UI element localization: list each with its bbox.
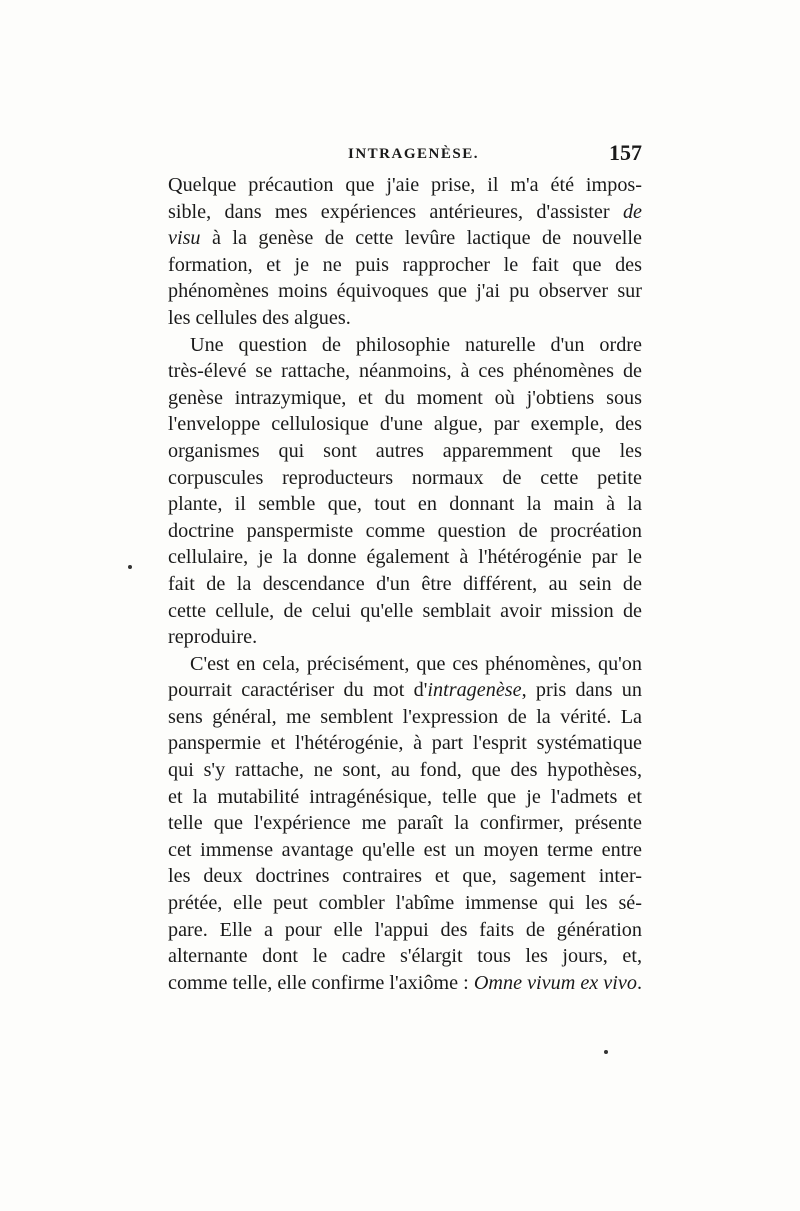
text-line: alternante dont le cadre s'élargit tous les jours, et, [168,945,642,968]
text-line: cellulaire, je la donne également à l'hétérogénie par le [168,546,642,569]
italic-segment: de [622,200,642,223]
text-segment: sible, dans mes expériences antérieures, d'assister [168,200,623,223]
text-line: prétée, elle peut combler l'abîme immense qui les sé- [168,892,642,915]
text-segment: , pris dans un [521,679,642,702]
text-line: corpuscules reproducteurs normaux de cette petite [168,466,642,489]
text-line: l'enveloppe cellulosique d'une algue, par exemple, des [168,413,642,436]
text-line: Quelque précaution que j'aie prise, il m'a été impos- [168,174,642,196]
text-segment: à la genèse de cette levûre lactique de nouvelle [200,227,642,250]
text-line: les cellules des algues. [168,306,351,329]
body-text [168,172,642,996]
text-line: les deux doctrines contraires et que, sagement inter- [168,865,642,888]
text-line: reproduire. [168,626,258,649]
text-line: formation, et je ne puis rapprocher le fait que des [168,253,642,276]
text-line: organismes qui sont autres apparemment que les [168,439,642,462]
text-line: telle que l'expérience me paraît la confirmer, présente [168,812,642,835]
text-line [168,225,642,252]
text-line: C'est en cela, précisément, que ces phénomènes, qu'on [190,652,642,675]
text-line: sens général, me semblent l'expression de la vérité. La [168,705,642,728]
text-line: phénomènes moins équivoques que j'ai pu observer sur [168,280,642,303]
text-segment: . [636,971,642,994]
text-line: cet immense avantage qu'elle est un moyen terme entre [168,838,642,861]
text-line: qui s'y rattache, ne sont, au fond, que des hypothèses, [168,759,642,782]
text-line [168,970,642,997]
italic-segment: intragenèse [427,679,522,702]
page-number: 157 [609,140,642,165]
text-line: pare. Elle a pour elle l'appui des faits de génération [168,918,642,941]
italic-segment: visu [168,227,201,250]
text-line: genèse intrazymique, et du moment où j'obtiens sous [168,386,642,409]
text-segment: comme telle, elle confirme l'axiôme : [168,971,474,994]
print-speck [128,565,132,569]
text-line: très-élevé se rattache, néanmoins, à ces phénomènes de [168,360,642,383]
text-line: fait de la descendance d'un être différent, au sein de [168,572,642,595]
text-line: cette cellule, de celui qu'elle semblait avoir mission de [168,599,642,622]
text-line: doctrine panspermiste comme question de procréation [168,519,642,542]
text-line [168,677,642,704]
italic-segment: Omne vivum ex vivo [473,971,637,994]
text-line: plante, il semble que, tout en donnant la main à la [168,493,642,516]
text-segment: pourrait caractériser du mot d' [168,679,428,702]
running-head: INTRAGENÈSE. [348,146,479,162]
page-header [168,140,642,170]
text-line: et la mutabilité intragénésique, telle que je l'admets et [168,785,642,808]
text-line: panspermie et l'hétérogénie, à part l'esprit systématique [168,732,642,755]
text-line [168,199,642,226]
text-line: Une question de philosophie naturelle d'un ordre [190,333,642,356]
print-speck [604,1050,608,1054]
